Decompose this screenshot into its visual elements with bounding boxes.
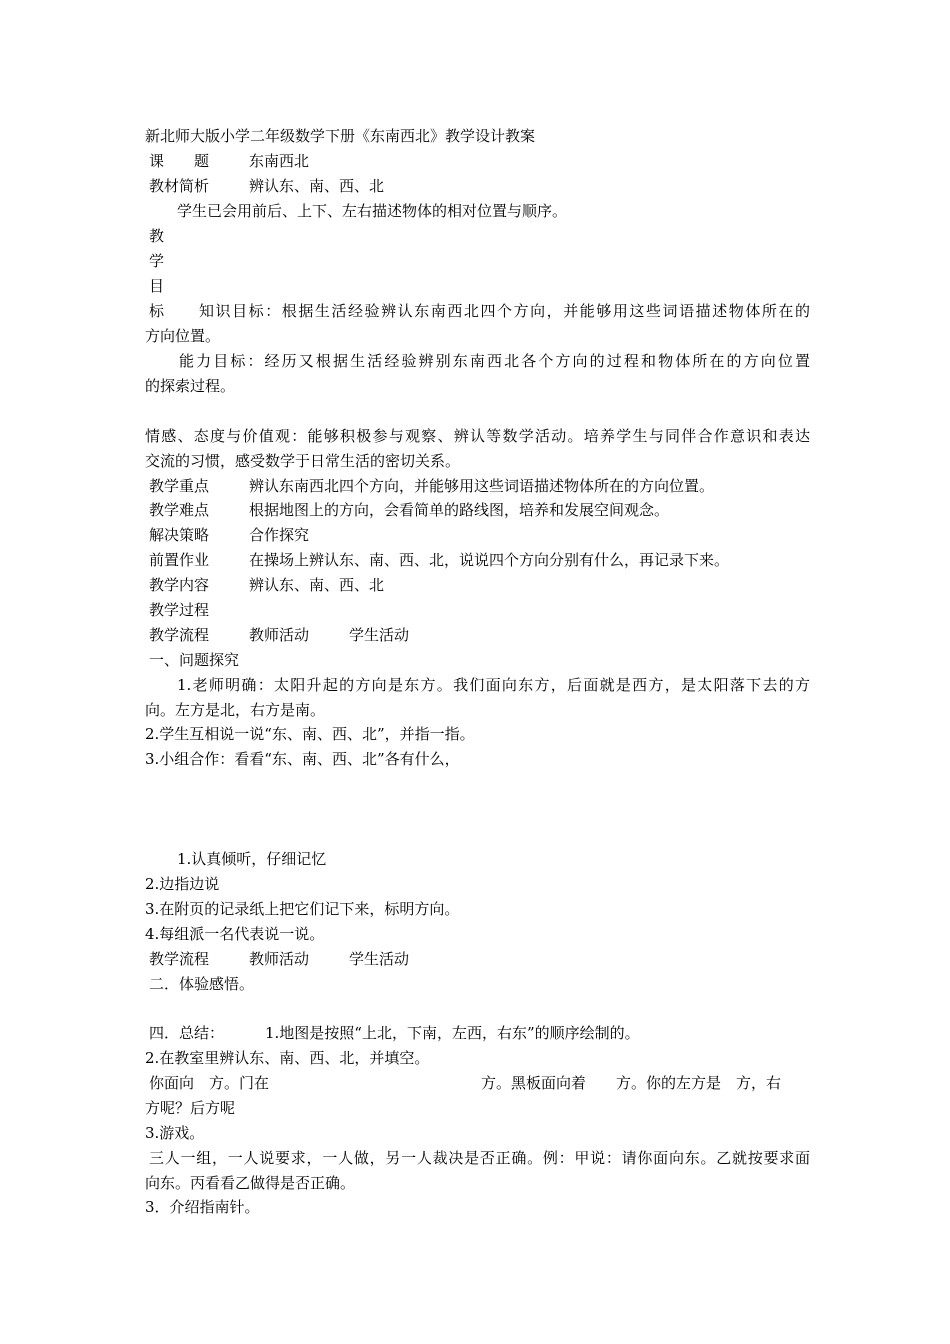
fill-blank-a: 你面向 方。门在 [149,1074,270,1092]
fill-blank-c: 方呢？后方呢 [145,1099,236,1117]
difficulty-label: 教学难点 [149,501,210,519]
goal-char: 教 [149,227,165,245]
emotion-goal: 情感、态度与价值观：能够积极参与观察、辨认等数学活动。培养学生与同伴合作意识和表达 [145,427,810,445]
section2-heading: 二．体验感悟。 [149,975,255,993]
teacher-step-1: 1.老师明确：太阳升起的方向是东方。我们面向东方，后面就是西方，是太阳落下去的方 [177,676,810,694]
strategy-label: 解决策略 [149,526,210,544]
summary-point-2: 2.在教室里辨认东、南、西、北，并填空。 [145,1049,430,1067]
game-heading: 3.游戏。 [145,1124,205,1142]
analysis-label: 教材简析 [149,177,210,195]
summary-label: 四．总结： [149,1024,225,1042]
goal-char: 目 [149,277,165,295]
fill-blank-b: 方。黑板面向着 方。你的左方是 方，右 [481,1074,782,1092]
document-title: 新北师大版小学二年级数学下册《东南西北》教学设计教案 [145,127,536,145]
topic-value: 东南西北 [249,152,310,170]
emotion-goal-cont: 交流的习惯，感受数学于日常生活的密切关系。 [145,452,461,470]
topic-label: 课 题 [149,152,210,170]
key-point-label: 教学重点 [149,477,210,495]
teacher-step-2: 2.学生互相说一说“东、南、西、北”，并指一指。 [145,725,475,743]
teacher-step-3: 3.小组合作：看看“东、南、西、北”各有什么， [145,750,460,768]
goal-char: 标 [149,302,165,320]
goal-char: 学 [149,252,165,270]
ability-goal-cont: 的探索过程。 [145,377,236,395]
summary-point-1: 1.地图是按照“上北，下南，左西，右东”的顺序绘制的。 [265,1024,640,1042]
flow-header-col1: 教学流程 [149,950,210,968]
student-step-4: 4.每组派一名代表说一说。 [145,925,325,943]
strategy-value: 合作探究 [249,526,310,544]
compass-intro: 3．介绍指南针。 [145,1198,260,1216]
content-label: 教学内容 [149,576,210,594]
teacher-step-1-cont: 向。左方是北，右方是南。 [145,701,326,719]
key-point-value: 辨认东南西北四个方向，并能够用这些词语描述物体所在的方向位置。 [249,477,715,495]
flow-header-col2: 教师活动 [249,626,310,644]
process-label: 教学过程 [149,601,210,619]
flow-header-col3: 学生活动 [349,626,410,644]
knowledge-goal: 知识目标：根据生活经验辨认东南西北四个方向，并能够用这些词语描述物体所在的 [199,302,810,320]
homework-label: 前置作业 [149,551,210,569]
homework-value: 在操场上辨认东、南、西、北，说说四个方向分别有什么，再记录下来。 [249,551,730,569]
section1-heading: 一、问题探究 [149,651,240,669]
student-step-2: 2.边指边说 [145,875,220,893]
difficulty-value: 根据地图上的方向，会看简单的路线图，培养和发展空间观念。 [249,501,670,519]
ability-goal: 能力目标：经历又根据生活经验辨别东南西北各个方向的过程和物体所在的方向位置 [179,352,810,370]
student-step-1: 1.认真倾听，仔细记忆 [177,850,327,868]
game-description-cont: 向东。丙看看乙做得是否正确。 [145,1174,356,1192]
student-step-3: 3.在附页的记录纸上把它们记下来，标明方向。 [145,900,460,918]
flow-header-col1: 教学流程 [149,626,210,644]
game-description: 三人一组，一人说要求，一人做，另一人裁决是否正确。例：甲说：请你面向东。乙就按要求面 [149,1149,810,1167]
knowledge-goal-cont: 方向位置。 [145,327,221,345]
analysis-value: 辨认东、南、西、北 [249,177,385,195]
prior-knowledge: 学生已会用前后、上下、左右描述物体的相对位置与顺序。 [177,202,568,220]
content-value: 辨认东、南、西、北 [249,576,385,594]
flow-header-col2: 教师活动 [249,950,310,968]
flow-header-col3: 学生活动 [349,950,410,968]
